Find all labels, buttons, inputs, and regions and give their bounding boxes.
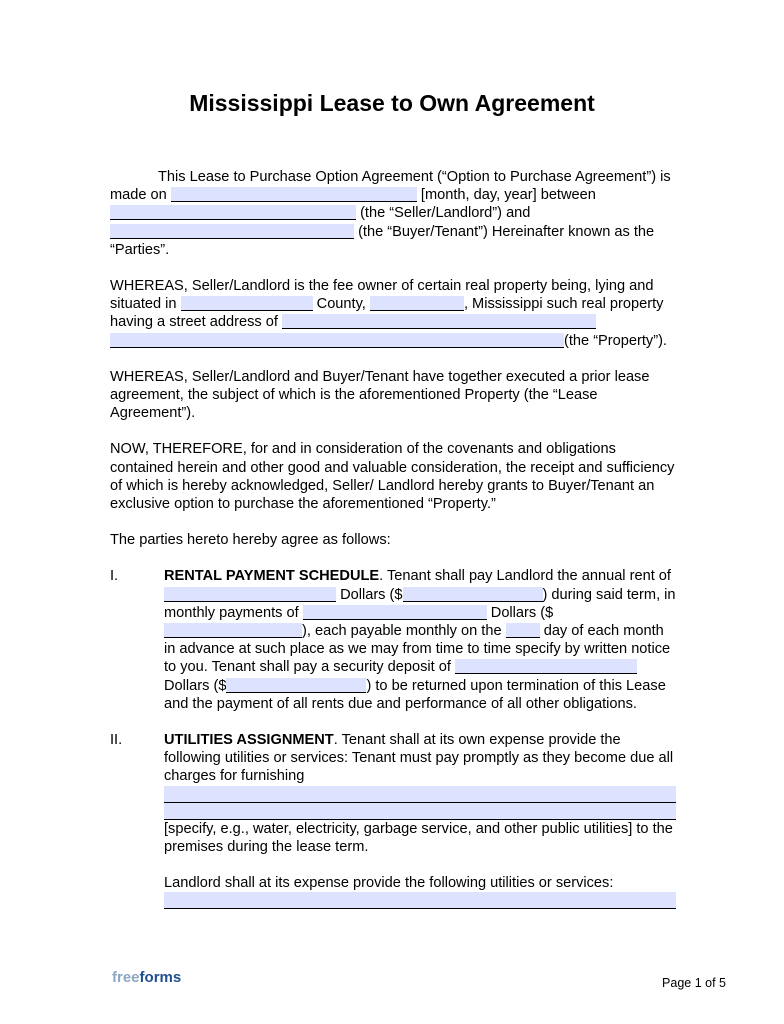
section-heading: UTILITIES ASSIGNMENT — [164, 732, 334, 749]
security-deposit-amount-field[interactable] — [226, 678, 366, 693]
section-body — [164, 567, 676, 713]
now-therefore-paragraph: NOW, THEREFORE, for and in consideration of the covenants and obligations contained herein and other good and valuable consideration, the receipt and sufficiency of which is hereby acknowledged, Seller/ Landlord hereby grants to Buyer/Tenant an exclusive option to purchase the aforementioned “Property.” — [110, 441, 675, 513]
section1-text-2: Dollars ($ — [340, 586, 403, 603]
section-rental-payment — [110, 567, 676, 713]
logo-part-free: free — [112, 969, 140, 986]
section2-text-3: Landlord shall at its expense provide the following utilities or services: — [164, 875, 614, 892]
section-number: II. — [110, 732, 123, 749]
annual-rent-amount-field[interactable] — [403, 587, 543, 602]
monthly-payment-words-field[interactable] — [303, 605, 487, 620]
whereas1-text-3: , Mississippi such real property having a street address of — [110, 296, 664, 331]
whereas1-text-1: WHEREAS, Seller/Landlord is the fee owner of certain real property being, lying and situated in — [110, 278, 654, 313]
monthly-payment-amount-field[interactable] — [164, 623, 302, 638]
logo-part-forms: forms — [139, 969, 182, 986]
county-field[interactable] — [181, 296, 313, 311]
section1-text-3: ) during said term, in monthly payments of — [164, 586, 676, 621]
whereas-lease-paragraph: WHEREAS, Seller/Landlord and Buyer/Tenant have together executed a prior lease agreement, the subject of which is the aforementioned Property (the “Lease Agreement”). — [110, 368, 650, 422]
section2-spacer — [164, 856, 676, 874]
section1-text-8: ) to be returned upon termination of this Lease and the payment of all rents due and performance of all other obligations. — [164, 677, 666, 712]
whereas-property-paragraph — [110, 277, 676, 350]
freeforms-logo — [112, 969, 181, 986]
payment-day-field[interactable] — [506, 623, 540, 638]
section1-text-6: day of each month in advance at such place as we may from time to time specify by written notice to you. Tenant shall pay a security deposit of — [164, 623, 671, 676]
section-heading: RENTAL PAYMENT SCHEDULE — [164, 568, 380, 585]
section-body — [164, 731, 676, 909]
document-body — [110, 168, 676, 927]
section-utilities — [110, 731, 676, 909]
section1-text-4: Dollars ($ — [490, 604, 554, 621]
intro-text-4: (the “Buyer/Tenant”) Hereinafter known as the “Parties”. — [110, 223, 655, 258]
street-address-field-2[interactable] — [110, 333, 564, 348]
whereas1-text-4: (the “Property”). — [564, 332, 667, 349]
tenant-utilities-field-1[interactable] — [164, 786, 676, 803]
agree-paragraph: The parties hereto hereby agree as follows: — [110, 532, 391, 549]
intro-paragraph — [110, 168, 676, 259]
landlord-utilities-field[interactable] — [164, 892, 676, 909]
section1-text-1: . Tenant shall pay Landlord the annual rent of — [379, 568, 671, 585]
city-field[interactable] — [370, 296, 464, 311]
seller-name-field[interactable] — [110, 205, 356, 220]
intro-text-3: (the “Seller/Landlord”) and — [360, 205, 531, 222]
section2-text-1: . Tenant shall at its own expense provide the following utilities or services: Tenant must pay promptly as they become due all charges for furnishing — [164, 732, 674, 785]
section1-text-5: ), each payable monthly on the — [302, 623, 502, 640]
whereas1-text-2: County, — [316, 296, 366, 313]
section2-text-2: [specify, e.g., water, electricity, garbage service, and other public utilities] to the premises during the lease term. — [164, 820, 673, 855]
security-deposit-words-field[interactable] — [455, 659, 637, 674]
tenant-utilities-field-2[interactable] — [164, 803, 676, 820]
annual-rent-words-field[interactable] — [164, 587, 336, 602]
document-title: Mississippi Lease to Own Agreement — [189, 90, 595, 116]
intro-text-2: [month, day, year] between — [420, 187, 596, 204]
date-field[interactable] — [171, 187, 417, 202]
section1-text-7: Dollars ($ — [164, 677, 227, 694]
buyer-name-field[interactable] — [110, 224, 354, 239]
page-number: Page 1 of 5 — [662, 976, 726, 990]
street-address-field[interactable] — [282, 314, 596, 329]
section-number: I. — [110, 568, 119, 585]
intro-text-1: This Lease to Purchase Option Agreement (“Option to Purchase Agreement”) is made on — [110, 169, 671, 204]
